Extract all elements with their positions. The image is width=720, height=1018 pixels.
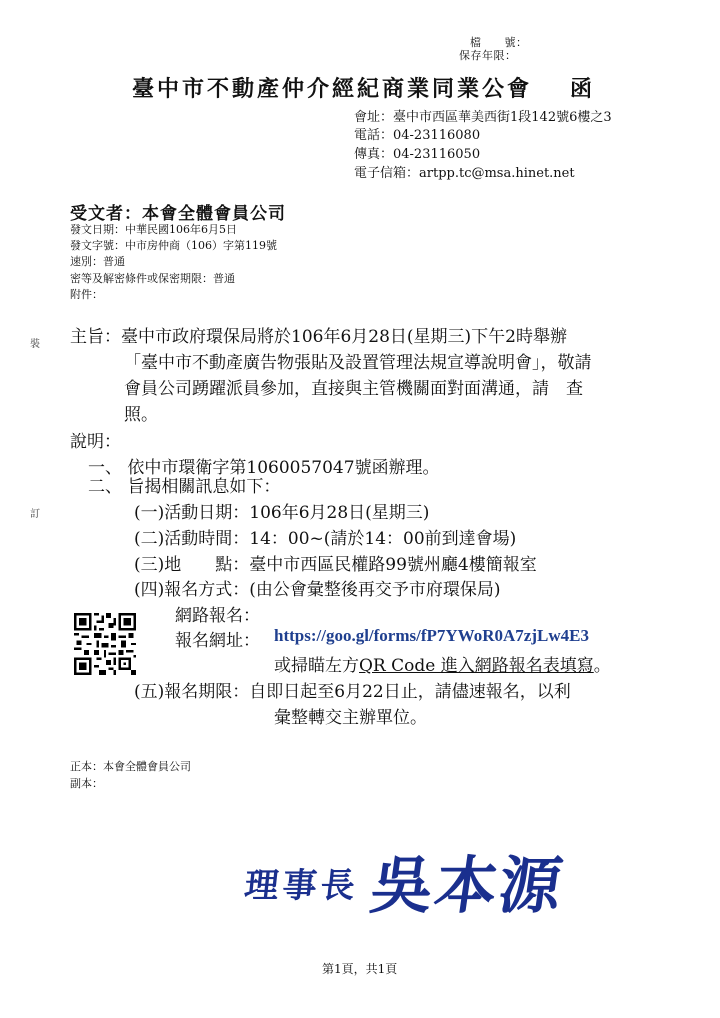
qr-code-icon[interactable] bbox=[74, 613, 136, 675]
subject-line: 「臺中市不動產廣告物張貼及設置管理法規宣導說明會」，敬請 bbox=[124, 353, 592, 373]
issue-date: 發文日期：中華民國106年6月5日 bbox=[70, 223, 237, 236]
retention-label: 保存年限： bbox=[459, 49, 517, 62]
explain-sub: (一)活動日期：106年6月28日(星期三) bbox=[134, 503, 430, 523]
explain-sub-cont: 彙整轉交主辦單位。 bbox=[274, 708, 427, 728]
signature-role: 理事長 bbox=[242, 866, 361, 906]
binding-mark: 裝 bbox=[30, 339, 40, 350]
online-label: 網路報名： bbox=[175, 606, 260, 626]
explain-sub: (四)報名方式：(由公會彙整後再交予市府環保局) bbox=[134, 580, 501, 600]
contact-phone: 電話：04-23116080 bbox=[354, 128, 481, 143]
contact-fax: 傳真：04-23116050 bbox=[354, 147, 481, 162]
qr-note-prefix: 或掃瞄左方 bbox=[274, 656, 359, 676]
speed: 速別：普通 bbox=[70, 255, 125, 268]
copy-cc: 副本： bbox=[70, 777, 103, 790]
file-number-label: 檔 號： bbox=[470, 36, 528, 49]
explain-sub: (五)報名期限：自即日起至6月22日止，請儘速報名，以利 bbox=[134, 682, 571, 702]
subject-line: 主旨：臺中市政府環保局將於106年6月28日(星期三)下午2時舉辦 bbox=[70, 327, 567, 347]
explain-sub: (三)地 點：臺中市西區民權路99號州廳4樓簡報室 bbox=[134, 555, 537, 575]
registration-link[interactable]: https://goo.gl/forms/fP7YWoR0A7zjLw4E3 bbox=[274, 626, 589, 645]
subject-line: 照。 bbox=[124, 405, 158, 425]
subject-line: 會員公司踴躍派員參加，直接與主管機關面對面溝通，請 查 bbox=[124, 379, 583, 399]
contact-address: 會址：臺中市西區華美西街1段142號6樓之3 bbox=[354, 110, 612, 125]
doc-type: 函 bbox=[570, 76, 596, 102]
url-label: 報名網址： bbox=[175, 631, 260, 651]
page-title: 臺中市不動產仲介經紀商業同業公會 bbox=[132, 76, 533, 102]
qr-note-link: QR Code 進入網路報名表填寫 bbox=[359, 656, 594, 676]
copy-main: 正本：本會全體會員公司 bbox=[70, 760, 191, 773]
explain-heading: 說明： bbox=[70, 432, 121, 452]
attachment: 附件： bbox=[70, 288, 103, 301]
recipient: 受文者：本會全體會員公司 bbox=[70, 204, 286, 224]
issue-ref: 發文字號：中市房仲商（106）字第119號 bbox=[70, 239, 277, 252]
binding-mark: 訂 bbox=[30, 509, 40, 520]
qr-note-suffix: 。 bbox=[593, 656, 611, 676]
page-number: 第1頁，共1頁 bbox=[322, 962, 398, 976]
explain-item: 一、 依中市環衛字第1060057047號函辦理。 bbox=[88, 458, 440, 478]
qr-note bbox=[274, 651, 611, 676]
explain-item: 二、 旨揭相關訊息如下： bbox=[88, 477, 281, 497]
secrecy: 密等及解密條件或保密期限：普通 bbox=[70, 272, 235, 285]
explain-sub: (二)活動時間：14：00~(請於14：00前到達會場) bbox=[134, 529, 517, 549]
contact-email: 電子信箱：artpp.tc@msa.hinet.net bbox=[354, 166, 575, 181]
signature-name: 吳本源 bbox=[366, 849, 569, 922]
